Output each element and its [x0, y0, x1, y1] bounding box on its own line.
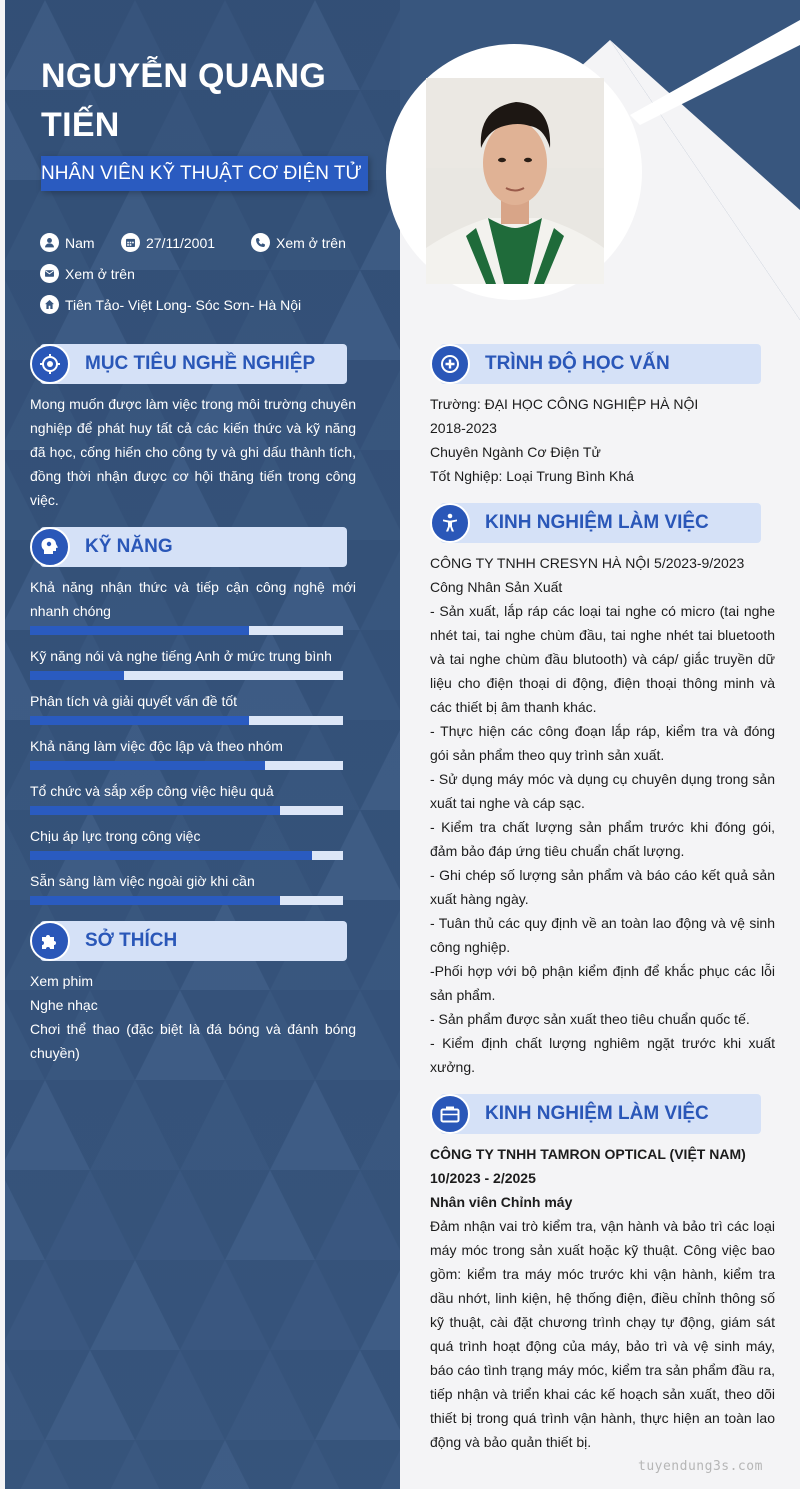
hobby-item: Chơi thể thao (đặc biệt là đá bóng và đánh bóng chuyền): [30, 1021, 356, 1061]
experience1-line: -Phối hợp với bộ phận kiểm định để khắc phục các lỗi sản phẩm.: [430, 963, 775, 1003]
phone-icon: [251, 233, 270, 252]
job-title: NHÂN VIÊN KỸ THUẬT CƠ ĐIỆN TỬ: [41, 156, 368, 191]
skill-label: Kỹ năng nói và nghe tiếng Anh ở mức trung bình: [30, 648, 332, 664]
plus-circle-icon: [430, 344, 470, 384]
skill-bar-fill: [30, 896, 280, 905]
hobbies-list: [30, 969, 356, 1065]
target-icon: [30, 344, 70, 384]
person-icon: [430, 503, 470, 543]
address-text: Tiên Tảo- Việt Long- Sóc Sơn- Hà Nội: [65, 296, 302, 313]
experience1-line: - Sản xuất, lắp ráp các loại tai nghe có micro (tai nghe nhét tai, tai nghe chùm đầu, tai nghe nhét tai bluetooth và tai nghe chùm đầu blutooth) và cáp/ giắc truyền dữ liệu cho điện thoại di động, điện thoại thông minh và các thiết bị âm thanh khác.: [430, 603, 775, 715]
skill-bar: [30, 761, 343, 770]
gender-text: Nam: [65, 234, 95, 251]
hobby-item: Xem phim: [30, 973, 94, 989]
experience1-line: - Sử dụng máy móc và dụng cụ chuyên dụng trong sản xuất tai nghe và cáp sạc.: [430, 771, 775, 811]
experience2-header: [440, 1094, 761, 1134]
home-icon: [40, 295, 59, 314]
watermark: tuyendung3s.com: [638, 1459, 763, 1474]
skill-label: Chịu áp lực trong công việc: [30, 828, 201, 844]
skill-bar: [30, 716, 343, 725]
skill-bar: [30, 896, 343, 905]
skill-bar-fill: [30, 671, 124, 680]
skill-label: Khả năng nhận thức và tiếp cận công nghệ mới nhanh chóng: [30, 579, 356, 619]
skill-bar-fill: [30, 806, 280, 815]
contact-address: [40, 295, 301, 314]
experience1-line: - Thực hiện các công đoạn lắp ráp, kiểm tra và đóng gói sản phẩm theo quy trình sản xuất.: [430, 723, 775, 763]
skill-bar: [30, 806, 343, 815]
birthday-text: 27/11/2001: [146, 234, 216, 251]
experience1-text: [430, 551, 775, 1079]
contact-birthday: [121, 233, 215, 252]
puzzle-icon: [30, 921, 70, 961]
education-text: [430, 392, 775, 488]
avatar: [426, 78, 604, 284]
experience2-title: KINH NGHIỆM LÀM VIỆC: [485, 1103, 709, 1124]
calendar-icon: [121, 233, 140, 252]
skill-bar-fill: [30, 626, 249, 635]
education-school: Trường: ĐẠI HỌC CÔNG NGHIỆP HÀ NỘI: [430, 396, 699, 412]
experience2-description: Đảm nhận vai trò kiểm tra, vận hành và bảo trì các loại máy móc trong sản xuất hoặc kỹ thuật. Công việc bao gồm: kiểm tra máy móc trước khi vận hành, kiểm tra dầu nhớt, linh kiện, hệ thống điện, điều chỉnh thông số kỹ thuật, cài đặt chương trình chạy tự động, giám sát quá trình hoạt động của máy, bảo trì và vệ sinh máy, báo cáo tình trạng máy móc, kiểm tra sản phẩm đầu ra, tiếp nhận và triển khai các kế hoạch sản xuất, theo dõi thiết bị trong quá trình vận hành, thực hiện an toàn lao động và bảo quản thiết bị.: [430, 1218, 775, 1450]
email-text: Xem ở trên: [65, 265, 135, 282]
skill-label: Sẵn sàng làm việc ngoài giờ khi cần: [30, 873, 255, 889]
contact-gender: [40, 233, 95, 252]
skill-bar: [30, 626, 343, 635]
skill-label: Khả năng làm việc độc lập và theo nhóm: [30, 738, 283, 754]
experience1-title: KINH NGHIỆM LÀM VIỆC: [485, 512, 709, 533]
skill-bar-fill: [30, 716, 249, 725]
hobbies-title: SỞ THÍCH: [85, 930, 178, 951]
education-grade: Tốt Nghiệp: Loại Trung Bình Khá: [430, 468, 634, 484]
education-title: TRÌNH ĐỘ HỌC VẤN: [485, 353, 670, 374]
contact-email: [40, 264, 135, 283]
hobbies-header: [40, 921, 347, 961]
experience1-header: [440, 503, 761, 543]
education-major: Chuyên Ngành Cơ Điện Tử: [430, 444, 601, 460]
email-icon: [40, 264, 59, 283]
experience1-line: - Kiểm định chất lượng nghiêm ngặt trước khi xuất xưởng.: [430, 1035, 775, 1075]
skill-bar: [30, 671, 343, 680]
skills-title: KỸ NĂNG: [85, 536, 173, 557]
education-header: [440, 344, 761, 384]
education-period: 2018-2023: [430, 420, 497, 436]
experience1-line: - Ghi chép số lượng sản phẩm và báo cáo kết quả sản xuất hàng ngày.: [430, 867, 775, 907]
skill-label: Tổ chức và sắp xếp công việc hiệu quả: [30, 783, 274, 799]
experience2-role: Nhân viên Chỉnh máy: [430, 1194, 573, 1210]
brain-icon: [30, 527, 70, 567]
briefcase-icon: [430, 1094, 470, 1134]
experience1-role: Công Nhân Sản Xuất: [430, 579, 563, 595]
contact-phone: [251, 233, 346, 252]
experience2-company: CÔNG TY TNHH TAMRON OPTICAL (VIỆT NAM): [430, 1146, 746, 1162]
experience2-text: [430, 1142, 775, 1454]
skill-bar-fill: [30, 851, 312, 860]
objective-header: [40, 344, 347, 384]
skill-bar-fill: [30, 761, 265, 770]
candidate-name: NGUYỄN QUANG TIẾN: [41, 57, 327, 144]
hobby-item: Nghe nhạc: [30, 997, 98, 1013]
experience1-company: CÔNG TY TNHH CRESYN HÀ NỘI 5/2023-9/2023: [430, 555, 745, 571]
skill-bar: [30, 851, 343, 860]
experience2-period: 10/2023 - 2/2025: [430, 1170, 536, 1186]
objective-title: MỤC TIÊU NGHỀ NGHIỆP: [85, 353, 316, 374]
skills-header: [40, 527, 347, 567]
experience1-line: - Kiểm tra chất lượng sản phẩm trước khi đóng gói, đảm bảo đáp ứng tiêu chuẩn chất lượng.: [430, 819, 775, 859]
phone-text: Xem ở trên: [276, 234, 346, 251]
experience1-line: - Sản phẩm được sản xuất theo tiêu chuẩn quốc tế.: [430, 1011, 750, 1027]
page-margin: [0, 0, 5, 1489]
experience1-line: - Tuân thủ các quy định về an toàn lao động và vệ sinh công nghiệp.: [430, 915, 775, 955]
user-icon: [40, 233, 59, 252]
objective-text: Mong muốn được làm việc trong môi trường chuyên nghiệp để phát huy tất cả các kiến thức và kỹ năng đã học, cống hiến cho công ty và ghi dấu thành tích, đồng thời nhận được cơ hội thăng tiến trong công việc.: [30, 396, 356, 508]
skill-label: Phân tích và giải quyết vấn đề tốt: [30, 693, 238, 709]
